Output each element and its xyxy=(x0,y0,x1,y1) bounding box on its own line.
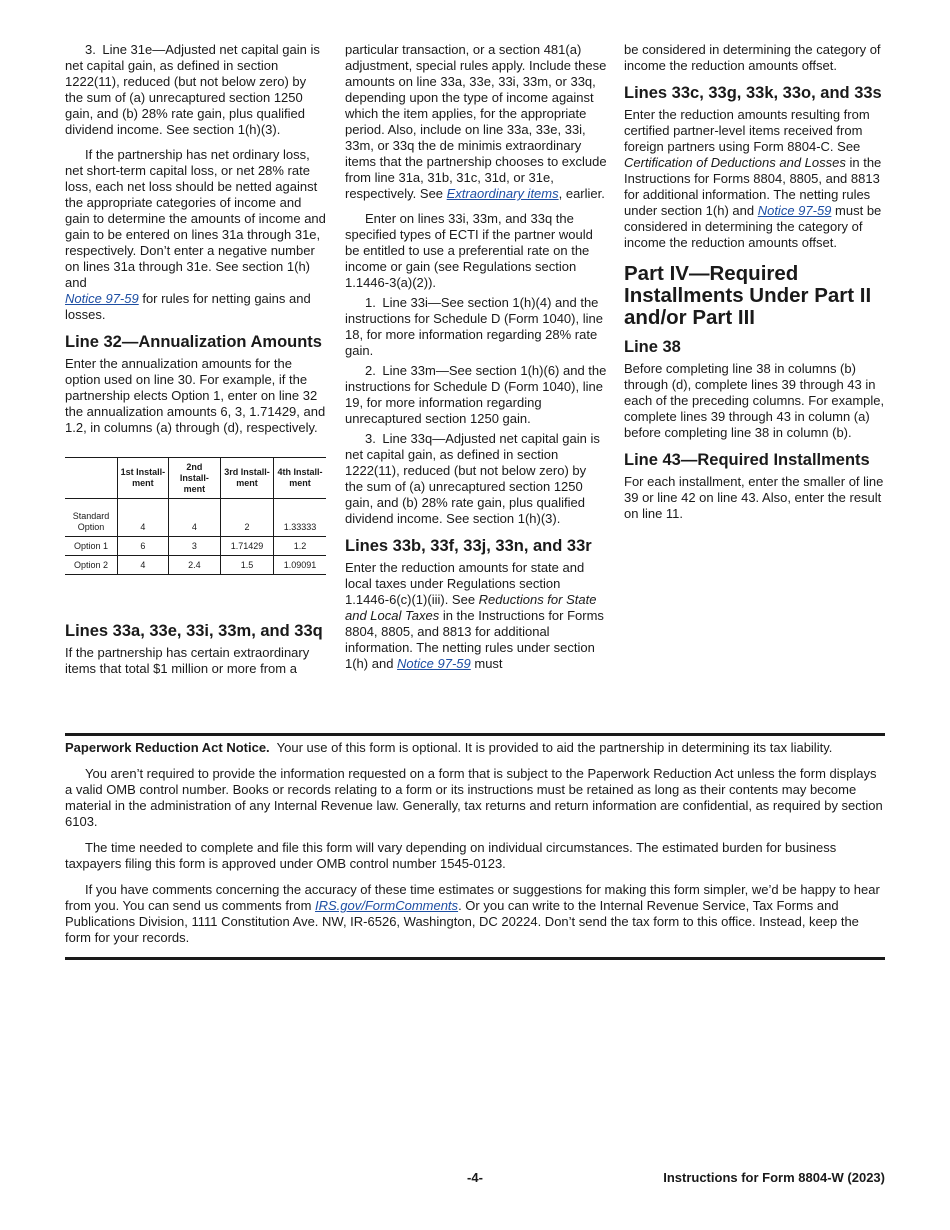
text: must be considered in determining the category of income the reduction amounts offset. xyxy=(624,203,882,250)
notice-title: Paperwork Reduction Act Notice. xyxy=(65,740,270,755)
table-corner xyxy=(65,458,118,499)
column-right xyxy=(624,42,886,531)
heading-lines33c: Lines 33c, 33g, 33k, 33o, and 33s xyxy=(624,84,882,102)
paragraph-line38: Before completing line 38 in columns (b) through (d), complete lines 39 through 43 in each of the preceding columns. For example, complete lines 39 through 43 in column (a) before completing line 38 in column (b). xyxy=(624,361,885,440)
heading-lines33b: Lines 33b, 33f, 33j, 33n, and 33r xyxy=(345,537,592,555)
table-cell: 4 xyxy=(118,499,169,537)
paragraph-comments xyxy=(65,882,885,946)
column-left xyxy=(65,42,327,686)
column-middle xyxy=(345,42,607,681)
row-label: Option 1 xyxy=(65,537,118,556)
table-cell: 1.5 xyxy=(220,556,273,575)
table-row xyxy=(65,537,326,556)
paragraph-net-loss xyxy=(65,147,327,323)
text: for rules for netting gains and losses. xyxy=(65,291,311,322)
text: , earlier. xyxy=(558,186,605,201)
paragraph-annualization: Enter the annualization amounts for the option used on line 30. For example, if the partnership elects Option 1, enter on line 32 the annualization amounts 6, 3, 1.71429, and 1.2, in columns (a) through (d), respectively. xyxy=(65,356,326,435)
text: in the Instructions for Forms 8804, 8805, and 8813 for additional information. The netting rules under section 1(h) and xyxy=(345,608,604,671)
table-header: 2nd Install-ment xyxy=(168,458,220,499)
paragraph-state-local xyxy=(345,560,607,672)
table-cell: 1.09091 xyxy=(274,556,326,575)
paragraph-category-offset: be considered in determining the category of income the reduction amounts offset. xyxy=(624,42,881,73)
text: . Or you can write to the Internal Revenue Service, Tax Forms and Publications Division, 1111 Constitution Ave. NW, IR-6526, Washington, DC 20224. Don’t send the tax form to this office. Instead, keep the form for your records. xyxy=(65,898,859,945)
heading-part4: Part IV—Required Installments Under Part II and/or Part III xyxy=(624,262,872,329)
heading-lines33a: Lines 33a, 33e, 33i, 33m, and 33q xyxy=(65,622,323,640)
paragraph-line33i: 1. Line 33i—See section 1(h)(4) and the instructions for Schedule D (Form 1040), line 18, for more information regarding 28% rate gain. xyxy=(345,295,603,358)
text: in the Instructions for Forms 8804, 8805, and 8813 for additional information. The netting rules under section 1(h) and xyxy=(624,155,882,218)
table-cell: 2 xyxy=(220,499,273,537)
paragraph-extraordinary: If the partnership has certain extraordinary items that total $1 million or more from a xyxy=(65,645,310,676)
paperwork-reduction-notice xyxy=(65,733,885,956)
table-row xyxy=(65,556,326,575)
notice-97-59-link[interactable]: Notice 97-59 xyxy=(65,291,139,306)
paragraph-line33q: 3. Line 33q—Adjusted net capital gain is net capital gain, as defined in section 1222(11), reduced (but not below zero) by the sum of (a) unrecaptured section 1250 gain, and (b) 28% rate gain, plus qualified dividend income. See section 1(h)(3). xyxy=(345,431,600,526)
table-cell: 6 xyxy=(118,537,169,556)
row-label: Option 2 xyxy=(65,556,118,575)
paragraph-line33m: 2. Line 33m—See section 1(h)(6) and the instructions for Schedule D (Form 1040), line 19, for more information regarding unrecaptured section 1250 gain. xyxy=(345,363,607,426)
notice-97-59-link[interactable]: Notice 97-59 xyxy=(397,656,471,671)
table-cell: 4 xyxy=(168,499,220,537)
annualization-table xyxy=(65,457,326,575)
table-header: 1st Install-ment xyxy=(118,458,169,499)
table-cell: 1.33333 xyxy=(274,499,326,537)
paragraph-ecti: Enter on lines 33i, 33m, and 33q the specified types of ECTI if the partner would be entitled to use a preferential rate on the income or gain (see Regulations section 1.1446-3(a)(2)). xyxy=(345,211,593,290)
text: must xyxy=(470,656,503,671)
paragraph-burden: The time needed to complete and file this form will vary depending on individual circumstances. The estimated burden for business taxpayers filing this form is approved under OMB control number 1545-0123. xyxy=(65,840,837,871)
text: If the partnership has net ordinary loss, net short-term capital loss, or net 28% rate loss, each net loss should be netted against the appropriate categories of income and gain to determine the amounts of income and gain to be entered on lines 31a through 31e, respectively. Don’t enter a negative number on lines 31a through 31e. See section 1(h) and xyxy=(65,147,326,290)
text: particular transaction, or a section 481(a) adjustment, special rules apply. Include these amounts on line 33a, 33e, 33i, 33m, or 33q, depending upon the type of income against which the item applies, for the appropriate period. Also, include on line 33a, 33e, 33i, 33m, or 33q the de minimis extraordinary items that the partnership chooses to exclude from line 31a, 31b, 31c, 31d, or 31e, respectively. See xyxy=(345,42,607,201)
text: Your use of this form is optional. It is provided to aid the partnership in determining its tax liability. xyxy=(276,740,833,755)
italic-title: Reductions for State and Local Taxes xyxy=(345,592,597,623)
paragraph-line31e: 3. Line 31e—Adjusted net capital gain is net capital gain, as defined in section 1222(11), reduced (but not below zero) by the sum of (a) unrecaptured section 1250 gain, and (b) 28% rate gain, plus qualified dividend income. See section 1(h)(3). xyxy=(65,42,320,137)
table-header: 4th Install-ment xyxy=(274,458,326,499)
paragraph-line43: For each installment, enter the smaller of line 39 or line 42 on line 43. Also, enter the result on line 11. xyxy=(624,474,884,521)
table-cell: 2.4 xyxy=(168,556,220,575)
table-cell: 1.2 xyxy=(274,537,326,556)
heading-line43: Line 43—Required Installments xyxy=(624,451,870,469)
paragraph-omb: You aren’t required to provide the information requested on a form that is subject to the Paperwork Reduction Act unless the form displays a valid OMB control number. Books or records relating to a form or its instructions must be retained as long as their contents may become material in the administration of any Internal Revenue law. Generally, tax returns and return information are confidential, as required by section 6103. xyxy=(65,766,883,829)
row-label: Standard Option xyxy=(65,499,118,537)
extraordinary-items-link[interactable]: Extraordinary items xyxy=(446,186,559,201)
heading-line32: Line 32—Annualization Amounts xyxy=(65,333,322,351)
table-header-row xyxy=(65,458,326,499)
table-cell: 3 xyxy=(168,537,220,556)
table-row xyxy=(65,499,326,537)
page-number: -4- xyxy=(467,1170,483,1185)
form-comments-link[interactable]: IRS.gov/FormComments xyxy=(315,898,459,913)
text: Enter the reduction amounts for state and local taxes under Regulations section 1.1446-6(c)(1)(iii). See xyxy=(345,560,585,607)
italic-title: Certification of Deductions and Losses xyxy=(624,155,846,170)
paragraph-certified-items xyxy=(624,107,886,251)
heading-line38: Line 38 xyxy=(624,338,681,356)
text: If you have comments concerning the accuracy of these time estimates or suggestions for making this form simpler, we’d be happy to hear from you. You can send us comments from xyxy=(65,882,880,913)
paragraph-notice-intro xyxy=(65,740,885,756)
paragraph-extraordinary-cont xyxy=(345,42,607,202)
footer-form-title: Instructions for Form 8804-W (2023) xyxy=(663,1170,885,1185)
text: Enter the reduction amounts resulting from certified partner-level items received from foreign partners using Form 8804-C. See xyxy=(624,107,870,154)
table-cell: 1.71429 xyxy=(220,537,273,556)
bottom-divider xyxy=(65,957,885,960)
notice-97-59-link[interactable]: Notice 97-59 xyxy=(757,203,832,218)
table-cell: 4 xyxy=(118,556,169,575)
table-header: 3rd Install-ment xyxy=(220,458,273,499)
